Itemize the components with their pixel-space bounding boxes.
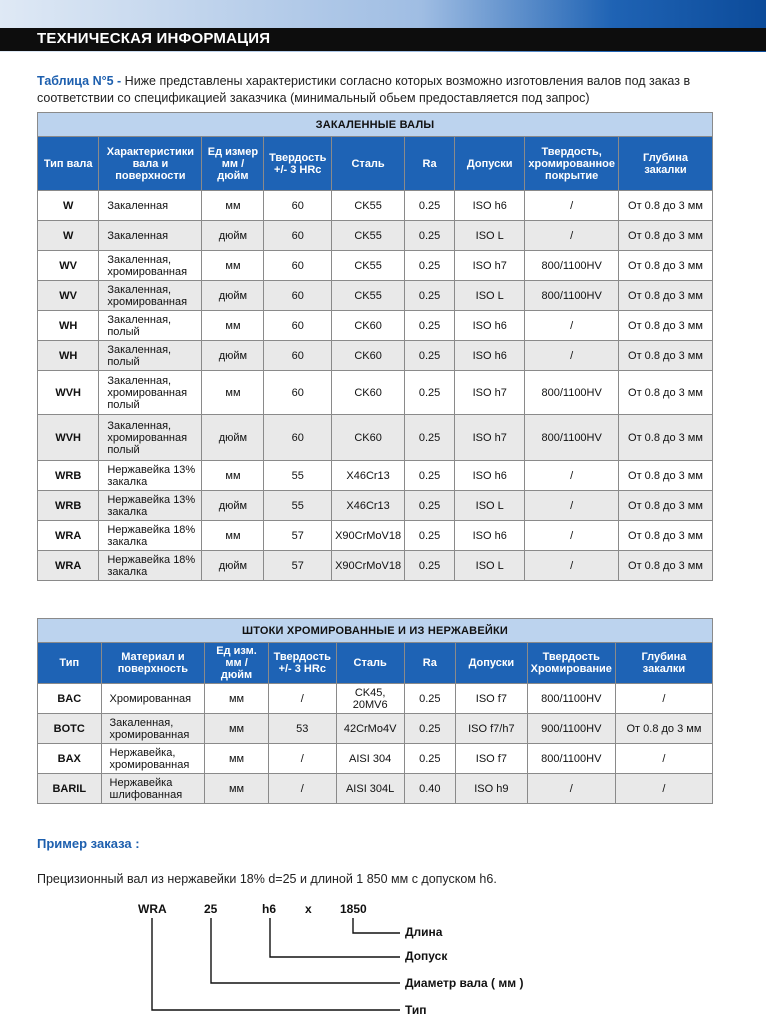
code-x: x xyxy=(305,902,312,916)
table-cell: X90CrMoV18 xyxy=(332,521,405,551)
table-cell: дюйм xyxy=(202,341,264,371)
table-cell: WRA xyxy=(38,521,99,551)
table-cell: 0.25 xyxy=(405,491,455,521)
table-cell: дюйм xyxy=(202,281,264,311)
table-cell: 55 xyxy=(264,491,332,521)
table-cell: От 0.8 до 3 мм xyxy=(618,415,712,461)
table-cell: Закаленная, хромированная xyxy=(99,251,202,281)
table1-header: Сталь xyxy=(332,137,405,191)
table-cell: ISO h6 xyxy=(455,191,525,221)
table-cell: От 0.8 до 3 мм xyxy=(618,251,712,281)
table-cell: дюйм xyxy=(202,491,264,521)
table-cell: ISO h6 xyxy=(455,521,525,551)
table-cell: WRA xyxy=(38,551,99,581)
table-cell: От 0.8 до 3 мм xyxy=(618,461,712,491)
table-cell: CK60 xyxy=(332,371,405,415)
table-cell: 0.25 xyxy=(405,311,455,341)
table-cell: 60 xyxy=(264,341,332,371)
table1-header: Ra xyxy=(405,137,455,191)
table-cell: Нержавейка, хромированная xyxy=(101,744,205,774)
table-cell: Закаленная, хромированная xyxy=(101,714,205,744)
table-cell: 800/1100HV xyxy=(525,251,619,281)
table-cell: / xyxy=(268,744,336,774)
table-cell: 800/1100HV xyxy=(525,415,619,461)
table-cell: X90CrMoV18 xyxy=(332,551,405,581)
table-caption: Таблица N°5 - xyxy=(37,74,125,88)
table-cell: 800/1100HV xyxy=(527,684,615,714)
table-cell: 60 xyxy=(264,251,332,281)
table-cell: От 0.8 до 3 мм xyxy=(618,341,712,371)
table-cell: AISI 304 xyxy=(336,744,404,774)
table-cell: / xyxy=(527,774,615,804)
table-cell: 60 xyxy=(264,191,332,221)
table-cell: ISO h6 xyxy=(455,461,525,491)
table-cell: От 0.8 до 3 мм xyxy=(618,551,712,581)
table1-header: Характеристики вала и поверхности xyxy=(99,137,202,191)
table-cell: 800/1100HV xyxy=(525,371,619,415)
table-cell: Закаленная, полый xyxy=(99,341,202,371)
table1-header: Глубина закалки xyxy=(618,137,712,191)
table-cell: мм xyxy=(205,714,268,744)
table-cell: От 0.8 до 3 мм xyxy=(618,221,712,251)
table-cell: / xyxy=(615,744,712,774)
table-cell: 60 xyxy=(264,311,332,341)
table-cell: WV xyxy=(38,281,99,311)
code-type: WRA xyxy=(138,902,167,916)
code-diameter: 25 xyxy=(204,902,218,916)
table-cell: / xyxy=(525,191,619,221)
table-cell: 0.40 xyxy=(404,774,456,804)
order-example-text: Прецизионный вал из нержавейки 18% d=25 и длиной 1 850 мм с допуском h6. xyxy=(37,872,497,886)
table-cell: BAC xyxy=(38,684,102,714)
table-cell: CK45, 20MV6 xyxy=(336,684,404,714)
intro-text: Ниже представлены характеристики согласно которых возможно изготовления валов под заказ в соответствии со спецификацией заказчика (минимальный обьем предоставляется под запрос) xyxy=(37,74,691,105)
table-cell: ISO h9 xyxy=(456,774,528,804)
table-cell: мм xyxy=(205,684,268,714)
table-cell: 0.25 xyxy=(405,341,455,371)
table-cell: W xyxy=(38,221,99,251)
table-cell: Хромированная xyxy=(101,684,205,714)
table-cell: мм xyxy=(202,461,264,491)
leader-length xyxy=(353,918,400,933)
table2-header: Твердость +/- 3 HRc xyxy=(268,643,336,684)
table-cell: WRB xyxy=(38,461,99,491)
table2-header: Тип xyxy=(38,643,102,684)
table-cell: 0.25 xyxy=(405,221,455,251)
table-cell: CK55 xyxy=(332,191,405,221)
table-cell: ISO h7 xyxy=(455,371,525,415)
table-cell: / xyxy=(268,684,336,714)
leader-diameter xyxy=(211,918,400,983)
table-cell: 0.25 xyxy=(405,251,455,281)
table2-header: Ед изм. мм / дюйм xyxy=(205,643,268,684)
table1-header: Тип вала xyxy=(38,137,99,191)
table-cell: 0.25 xyxy=(405,551,455,581)
table-cell: CK55 xyxy=(332,281,405,311)
label-type: Тип xyxy=(405,1003,427,1017)
code-tolerance: h6 xyxy=(262,902,277,916)
label-tolerance: Допуск xyxy=(405,949,448,963)
table-cell: ISO L xyxy=(455,281,525,311)
table-cell: От 0.8 до 3 мм xyxy=(618,191,712,221)
table-cell: ISO L xyxy=(455,221,525,251)
page-title: ТЕХНИЧЕСКАЯ ИНФОРМАЦИЯ xyxy=(37,30,271,47)
table-cell: мм xyxy=(202,311,264,341)
table-cell: 57 xyxy=(264,551,332,581)
table1-title: ЗАКАЛЕННЫЕ ВАЛЫ xyxy=(38,113,713,137)
table2-header: Ra xyxy=(404,643,456,684)
table-cell: / xyxy=(525,491,619,521)
table-cell: Закаленная xyxy=(99,221,202,251)
table-cell: 55 xyxy=(264,461,332,491)
table-cell: WH xyxy=(38,341,99,371)
table-cell: дюйм xyxy=(202,551,264,581)
table-cell: дюйм xyxy=(202,415,264,461)
table1-header: Твердость +/- 3 HRc xyxy=(264,137,332,191)
table-cell: ISO f7/h7 xyxy=(456,714,528,744)
table-cell: CK60 xyxy=(332,341,405,371)
table-cell: WVH xyxy=(38,415,99,461)
table-cell: 60 xyxy=(264,371,332,415)
table-cell: От 0.8 до 3 мм xyxy=(618,311,712,341)
leader-type xyxy=(152,918,400,1010)
table-cell: От 0.8 до 3 мм xyxy=(618,521,712,551)
table-cell: Закаленная, хромированная xyxy=(99,281,202,311)
table-cell: ISO h7 xyxy=(455,251,525,281)
table-cell: / xyxy=(525,461,619,491)
table-cell: BAX xyxy=(38,744,102,774)
table1-header: Допуски xyxy=(455,137,525,191)
label-length: Длина xyxy=(405,925,443,939)
table-cell: W xyxy=(38,191,99,221)
table-cell: Нержавейка 13% закалка xyxy=(99,491,202,521)
table-cell: / xyxy=(615,684,712,714)
table-cell: От 0.8 до 3 мм xyxy=(615,714,712,744)
table-cell: дюйм xyxy=(202,221,264,251)
table-cell: 900/1100HV xyxy=(527,714,615,744)
table2-header: Твердость Хромирование xyxy=(527,643,615,684)
table-cell: 0.25 xyxy=(404,744,456,774)
table1-header: Твердость, хромированное покрытие xyxy=(525,137,619,191)
table-cell: мм xyxy=(205,744,268,774)
table-cell: От 0.8 до 3 мм xyxy=(618,281,712,311)
table-cell: Закаленная, хромированная полый xyxy=(99,415,202,461)
table-cell: 53 xyxy=(268,714,336,744)
table-cell: От 0.8 до 3 мм xyxy=(618,491,712,521)
table-cell: 0.25 xyxy=(405,281,455,311)
table-cell: ISO f7 xyxy=(456,744,528,774)
table-cell: 60 xyxy=(264,281,332,311)
table-cell: CK60 xyxy=(332,415,405,461)
table-cell: мм xyxy=(202,251,264,281)
table-cell: ISO h7 xyxy=(455,415,525,461)
table-cell: Нержавейка 18% закалка xyxy=(99,551,202,581)
table2-header: Допуски xyxy=(456,643,528,684)
table1-header: Ед измер мм / дюйм xyxy=(202,137,264,191)
table-cell: / xyxy=(525,221,619,251)
table-cell: / xyxy=(268,774,336,804)
code-length: 1850 xyxy=(340,902,367,916)
table-cell: / xyxy=(615,774,712,804)
table-cell: WH xyxy=(38,311,99,341)
table-cell: BOTC xyxy=(38,714,102,744)
table-cell: CK55 xyxy=(332,251,405,281)
order-example-title: Пример заказа : xyxy=(37,836,140,851)
table-cell: 0.25 xyxy=(405,461,455,491)
table-cell: / xyxy=(525,311,619,341)
table-cell: WV xyxy=(38,251,99,281)
table-cell: 0.25 xyxy=(405,521,455,551)
table-cell: Нержавейка 18% закалка xyxy=(99,521,202,551)
table-cell: мм xyxy=(205,774,268,804)
table-cell: 800/1100HV xyxy=(525,281,619,311)
table-cell: 60 xyxy=(264,415,332,461)
table-cell: / xyxy=(525,551,619,581)
table-cell: X46Cr13 xyxy=(332,461,405,491)
label-diameter: Диаметр вала ( мм ) xyxy=(405,976,524,990)
table-cell: WVH xyxy=(38,371,99,415)
table-cell: ISO h6 xyxy=(455,311,525,341)
table-cell: / xyxy=(525,521,619,551)
table-cell: 800/1100HV xyxy=(527,744,615,774)
table-cell: От 0.8 до 3 мм xyxy=(618,371,712,415)
table-cell: ISO L xyxy=(455,551,525,581)
table-cell: ISO L xyxy=(455,491,525,521)
table-cell: мм xyxy=(202,371,264,415)
table-cell: CK60 xyxy=(332,311,405,341)
table-cell: Закаленная xyxy=(99,191,202,221)
table-cell: 0.25 xyxy=(404,714,456,744)
table-cell: 42CrMo4V xyxy=(336,714,404,744)
table-cell: 0.25 xyxy=(405,191,455,221)
table-cell: X46Cr13 xyxy=(332,491,405,521)
table-cell: 0.25 xyxy=(405,415,455,461)
table-cell: / xyxy=(525,341,619,371)
table2-title: ШТОКИ ХРОМИРОВАННЫЕ И ИЗ НЕРЖАВЕЙКИ xyxy=(38,619,713,643)
leader-tolerance xyxy=(270,918,400,957)
table-cell: 57 xyxy=(264,521,332,551)
table2-header: Глубина закалки xyxy=(615,643,712,684)
table-cell: AISI 304L xyxy=(336,774,404,804)
table2-header: Сталь xyxy=(336,643,404,684)
table-cell: BARIL xyxy=(38,774,102,804)
table-cell: Нержавейка шлифованная xyxy=(101,774,205,804)
table-cell: мм xyxy=(202,191,264,221)
table-cell: Закаленная, хромированная полый xyxy=(99,371,202,415)
table-cell: CK55 xyxy=(332,221,405,251)
table-cell: 0.25 xyxy=(404,684,456,714)
table-cell: Нержавейка 13% закалка xyxy=(99,461,202,491)
table-cell: мм xyxy=(202,521,264,551)
table-cell: WRB xyxy=(38,491,99,521)
table-cell: Закаленная, полый xyxy=(99,311,202,341)
table2-header: Материал и поверхность xyxy=(101,643,205,684)
table-cell: 60 xyxy=(264,221,332,251)
table-cell: ISO f7 xyxy=(456,684,528,714)
table-cell: 0.25 xyxy=(405,371,455,415)
table-cell: ISO h6 xyxy=(455,341,525,371)
